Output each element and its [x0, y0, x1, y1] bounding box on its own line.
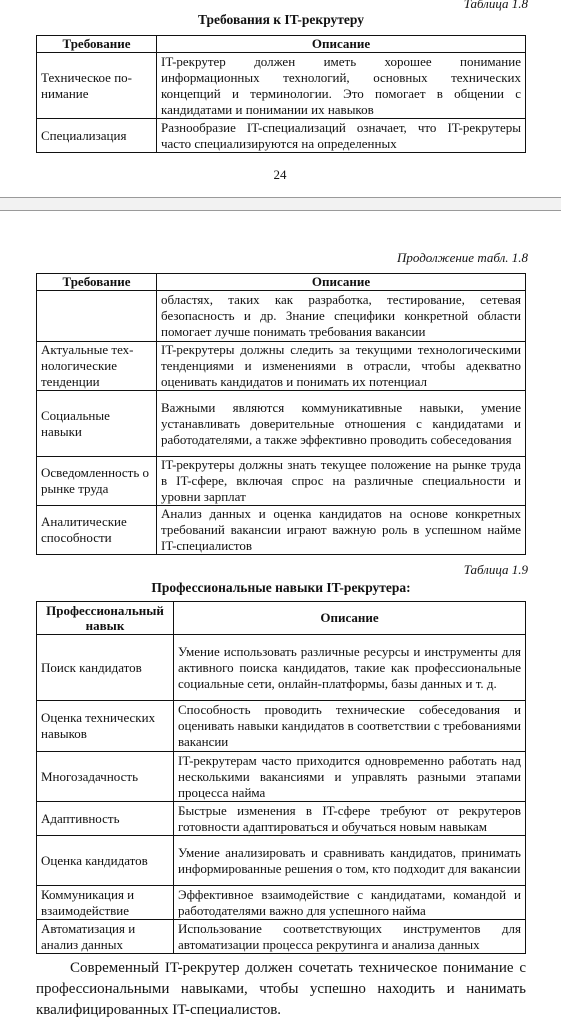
continuation-label: Продолжение табл. 1.8 — [397, 250, 528, 265]
requirement-cell: Специализация — [37, 119, 157, 153]
header-skill: Профессиональный навык — [37, 602, 174, 635]
description-cell: IT-рекрутеры должны знать текущее положение на рынке труда в IT-сфере, включая спрос на различные специальности и уровни зарплат — [157, 457, 526, 506]
table-label: Таблица 1.8 — [463, 0, 528, 11]
description-cell: областях, таких как разработка, тестирование, сетевая безопасность и др. Знание специфики конкретной области помогает лучше понимать требования вакансии — [157, 291, 526, 342]
requirement-cell: Осведомленность о рынке труда — [37, 457, 157, 506]
page-number: 24 — [273, 167, 287, 182]
description-cell: Быстрые изменения в IT-сфере требуют от рекрутеров готовности адаптироваться и обучаться новым навыкам — [174, 802, 526, 836]
table-row — [37, 920, 526, 954]
description-cell: IT-рекрутер должен иметь хорошее понимание информационных технологий, основных технических концепций и терминологии. Это помогает в общении с кандидатами и понимании их навыков — [157, 53, 526, 119]
requirements-table-part2 — [36, 273, 526, 555]
closing-paragraph: Современный IT-рекрутер должен сочетать техническое понимание с профессиональными навыками, чтобы успешно находить и нанимать квалифицированных IT-специалистов. — [36, 960, 526, 1018]
description-cell: Умение анализировать и сравнивать кандидатов, принимать информированные решения о том, кто подходит для вакансии — [174, 836, 526, 886]
skill-cell: Поиск кандидатов — [37, 635, 174, 701]
skill-cell: Коммуникация и взаимодействие — [37, 886, 174, 920]
skill-cell: Оценка кандидатов — [37, 836, 174, 886]
table-row — [37, 836, 526, 886]
skill-cell: Автоматизация и анализ данных — [37, 920, 174, 954]
skills-table — [36, 601, 526, 954]
requirement-cell: Социальные навыки — [37, 391, 157, 457]
header-description: Описание — [157, 36, 526, 53]
page-break-divider — [0, 197, 561, 211]
table-row — [37, 886, 526, 920]
table-row — [37, 506, 526, 555]
skill-cell: Оценка технических навыков — [37, 701, 174, 752]
header-description: Описание — [174, 602, 526, 635]
header-requirement: Требование — [37, 36, 157, 53]
description-cell: Использование соответствующих инструментов для автоматизации процесса рекрутинга и анализа данных — [174, 920, 526, 954]
description-cell: Разнообразие IT-специализаций означает, что IT-рекрутеры часто специализируются на определенных — [157, 119, 526, 153]
description-cell: Анализ данных и оценка кандидатов на основе конкретных требований вакансии играют важную роль в успешном найме IT-специалистов — [157, 506, 526, 555]
table2-title: Профессиональные навыки IT-рекрутера: — [151, 580, 411, 595]
table-row — [37, 291, 526, 342]
requirement-cell: Аналитические способности — [37, 506, 157, 555]
table-row — [37, 752, 526, 802]
description-cell: IT-рекрутерам часто приходится одновременно работать над несколькими вакансиями и управлять разными этапами процесса найма — [174, 752, 526, 802]
header-description: Описание — [157, 274, 526, 291]
table-row — [37, 635, 526, 701]
header-requirement: Требование — [37, 274, 157, 291]
requirement-cell — [37, 291, 157, 342]
table-row — [37, 53, 526, 119]
description-cell: IT-рекрутеры должны следить за текущими технологическими тенденциями и изменениями в отрасли, чтобы адекватно оценивать кандидатов и понимать их потенциал — [157, 342, 526, 391]
table-row — [37, 391, 526, 457]
skill-cell: Многозадачность — [37, 752, 174, 802]
requirement-cell: Актуальные тех-нологические тенденции — [37, 342, 157, 391]
requirement-cell: Техническое по-нимание — [37, 53, 157, 119]
table-title: Требования к IT-рекрутеру — [198, 12, 364, 27]
table-row — [37, 802, 526, 836]
table2-label: Таблица 1.9 — [463, 562, 528, 577]
description-cell: Важными являются коммуникативные навыки, умение устанавливать доверительные отношения с кандидатами и работодателями, а также эффективно проводить собеседования — [157, 391, 526, 457]
description-cell: Умение использовать различные ресурсы и инструменты для активного поиска кандидатов, такие как профессиональные социальные сети, онлайн-платформы, базы данных и т. д. — [174, 635, 526, 701]
table-row — [37, 701, 526, 752]
table-row — [37, 457, 526, 506]
table-row — [37, 119, 526, 153]
requirements-table-part1 — [36, 35, 526, 153]
skill-cell: Адаптивность — [37, 802, 174, 836]
description-cell: Способность проводить технические собеседования и оценивать навыки кандидатов в соответствии с требованиями вакансии — [174, 701, 526, 752]
description-cell: Эффективное взаимодействие с кандидатами, командой и работодателями важно для успешного найма — [174, 886, 526, 920]
table-row — [37, 342, 526, 391]
